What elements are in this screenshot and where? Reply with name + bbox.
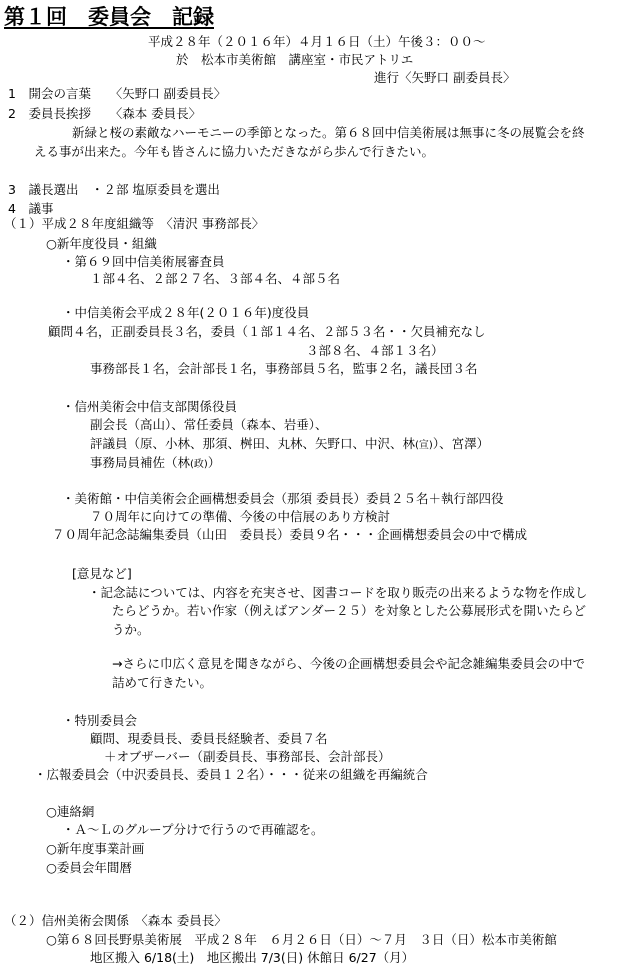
item-chair-election: 3 議長選出 ・２部 塩原委員を選出	[8, 182, 220, 197]
planning-committee-heading: ・美術館・中信美術会企画構想委員会（那須 委員長）委員２５名＋執行部四役	[62, 491, 504, 506]
meeting-date: 平成２８年（２０１６年）４月１６日（土）午後３：００～	[148, 34, 486, 49]
opinion-response-1: →さらに巾広く意見を聞きながら、今後の企画構想委員会や記念雑編集委員会の中で	[112, 656, 585, 671]
meeting-place: 於 松本市美術館 講座室・市民アトリエ	[176, 52, 414, 67]
opinion-line-3: うか。	[112, 622, 150, 637]
opinion-line-1: ・記念誌については、内容を充実させ、図書コードを取り販売の出来るような物を作成し	[88, 585, 588, 600]
opinions-heading: [意見など]	[72, 566, 132, 581]
officers-line-1: 顧問４名，正副委員長３名，委員（１部１４名、２部５３名・・欠員補充なし	[48, 324, 486, 339]
pr-committee-line: ・広報委員会（中沢委員長、委員１２名）・・・従来の組織を再編統合	[34, 767, 428, 782]
special-committee-heading: ・特別委員会	[62, 713, 138, 728]
greeting-text-1: 新緑と桜の素敵なハーモニーの季節となった。第６８回中信美術展は無事に冬の展覧会を終	[72, 125, 585, 140]
special-committee-line-2: ＋オブザーバー（副委員長、事務部長、会計部長）	[104, 749, 391, 764]
page-title: 第１回 委員会 記録	[4, 5, 214, 29]
section-2-heading: （２）信州美術会関係 〈森本 委員長〉	[4, 913, 227, 928]
annual-calendar-heading: ○委員会年間暦	[46, 860, 132, 875]
opinion-line-2: たらどうか。若い作家（例えばアンダー２５）を対象とした公募展形式を開いたらど	[112, 603, 587, 618]
meeting-moderator: 進行〈矢野口 副委員長〉	[374, 70, 516, 85]
branch-officers-line-2: 評議員（原、小林、那須、桝田、丸林、矢野口、中沢、林(宣)）、宮澤）	[90, 436, 490, 451]
officers-line-3: 事務部長１名，会計部長１名，事務部員５名，監事２名，議長団３名	[90, 361, 478, 376]
planning-committee-line-2: ７０周年記念誌編集委員（山田 委員長）委員９名・・・企画構想委員会の中で構成	[52, 527, 528, 542]
item-opening: 1 開会の言葉 〈矢野口 副委員長〉	[8, 86, 227, 101]
contact-network-line: ・Ａ～Ｌのグループ分けで行うので再確認を。	[62, 822, 324, 837]
officers-line-2: ３部８名、４部１３名）	[306, 343, 444, 358]
opinion-response-2: 詰めて行きたい。	[112, 675, 213, 690]
exhibition-line-1: ○第６８回長野県美術展 平成２８年 ６月２６日（日）～７月 ３日（日）松本市美術館	[46, 932, 557, 947]
contact-network-heading: ○連絡網	[46, 804, 95, 819]
section-1-heading: （１）平成２８年度組織等 〈清沢 事務部長〉	[4, 216, 265, 231]
item-greeting: 2 委員長挨拶 〈森本 委員長〉	[8, 106, 202, 121]
judges-heading: ・第６９回中信美術展審査員	[62, 254, 225, 269]
exhibition-line-2: 地区搬入 6/18(土) 地区搬出 7/3(日) 休館日 6/27（月）	[90, 950, 415, 965]
item-agenda: 4 議事	[8, 201, 54, 216]
judges-counts: １部４名、２部２７名、３部４名、４部５名	[90, 271, 341, 286]
planning-committee-line-1: ７０周年に向けての準備、今後の中信展のあり方検討	[90, 509, 391, 524]
greeting-text-2: える事が出来た。今年も皆さんに協力いただきながら歩んで行きたい。	[34, 144, 435, 159]
branch-officers-line-3: 事務局員補佐（林(政)）	[90, 455, 221, 470]
special-committee-line-1: 顧問、現委員長、委員長経験者、委員７名	[90, 731, 328, 746]
branch-officers-heading: ・信州美術会中信支部関係役員	[62, 399, 238, 414]
new-officers-heading: ○新年度役員・組織	[46, 236, 157, 251]
officers-heading: ・中信美術会平成２８年(２０１６年)度役員	[62, 305, 310, 320]
branch-officers-line-1: 副会長（高山）、常任委員（森本、岩垂）、	[90, 417, 328, 432]
business-plan-heading: ○新年度事業計画	[46, 841, 145, 856]
